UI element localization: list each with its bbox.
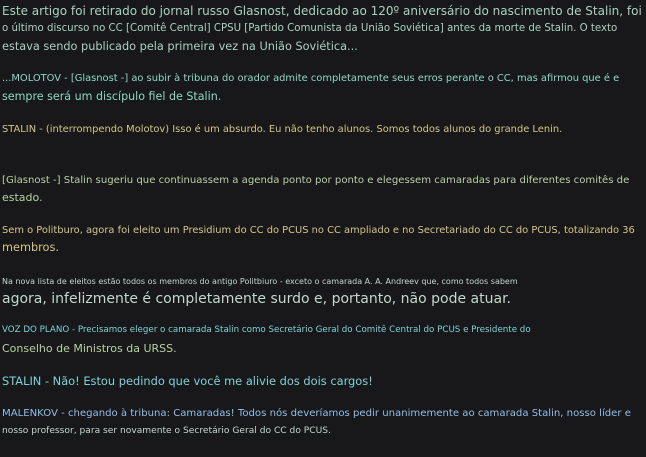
politburo-line-1: Sem o Politburo, agora foi eleito um Presidium do CC do PCUS no CC ampliado e no Secretariado do CC do PCUS, totalizando 36 xyxy=(2,225,635,236)
malenkov-line-2: nosso professor, para ser novamente o Secretário Geral do CC do PCUS. xyxy=(2,426,331,436)
stalin-refusal-line: STALIN - Não! Estou pedindo que você me alivie dos dois cargos! xyxy=(2,374,373,388)
intro-line-2: o último discurso no CC [Comitê Central] CPSU [Partido Comunista da União Soviética] antes da morte de Stalin. O texto xyxy=(2,23,618,34)
politburo-line-2: membros. xyxy=(2,241,59,254)
glasnost-line-2: estado. xyxy=(2,191,43,204)
floor-voice-line-1: VOZ DO PLANO - Precisamos eleger o camarada Stalin como Secretário Geral do Comitê Central do PCUS e Presidente do xyxy=(2,325,531,335)
malenkov-line-1: MALENKOV - chegando à tribuna: Camaradas! Todos nós deveríamos pedir unanimemente ao camarada Stalin, nosso líder e xyxy=(2,408,631,419)
glasnost-line-1: [Glasnost -] Stalin sugeriu que continuassem a agenda ponto por ponto e elegessem camaradas para diferentes comitês de xyxy=(2,175,630,186)
floor-voice-line-2: Conselho de Ministros da URSS. xyxy=(2,342,177,355)
intro-line-1: Este artigo foi retirado do jornal russo Glasnost, dedicado ao 120º aniversário do nascimento de Stalin, foi xyxy=(2,4,642,18)
intro-line-3: estava sendo publicado pela primeira vez na União Soviética... xyxy=(2,40,358,53)
list-line-1: Na nova lista de eleitos estão todos os membros do antigo Politbiuro - exceto o camarada A. A. Andreev que, como todos sabem xyxy=(2,277,518,286)
molotov-line-2: sempre será um discípulo fiel de Stalin. xyxy=(2,90,222,103)
molotov-line-1: ...MOLOTOV - [Glasnost -] ao subir à tribuna do orador admite completamente seus erros perante o CC, mas afirmou que é e xyxy=(2,73,620,84)
list-line-2: agora, infelizmente é completamente surdo e, portanto, não pode atuar. xyxy=(2,291,511,307)
stalin-interrupt-line: STALIN - (interrompendo Molotov) Isso é um absurdo. Eu não tenho alunos. Somos todos alunos do grande Lenin. xyxy=(2,124,563,135)
